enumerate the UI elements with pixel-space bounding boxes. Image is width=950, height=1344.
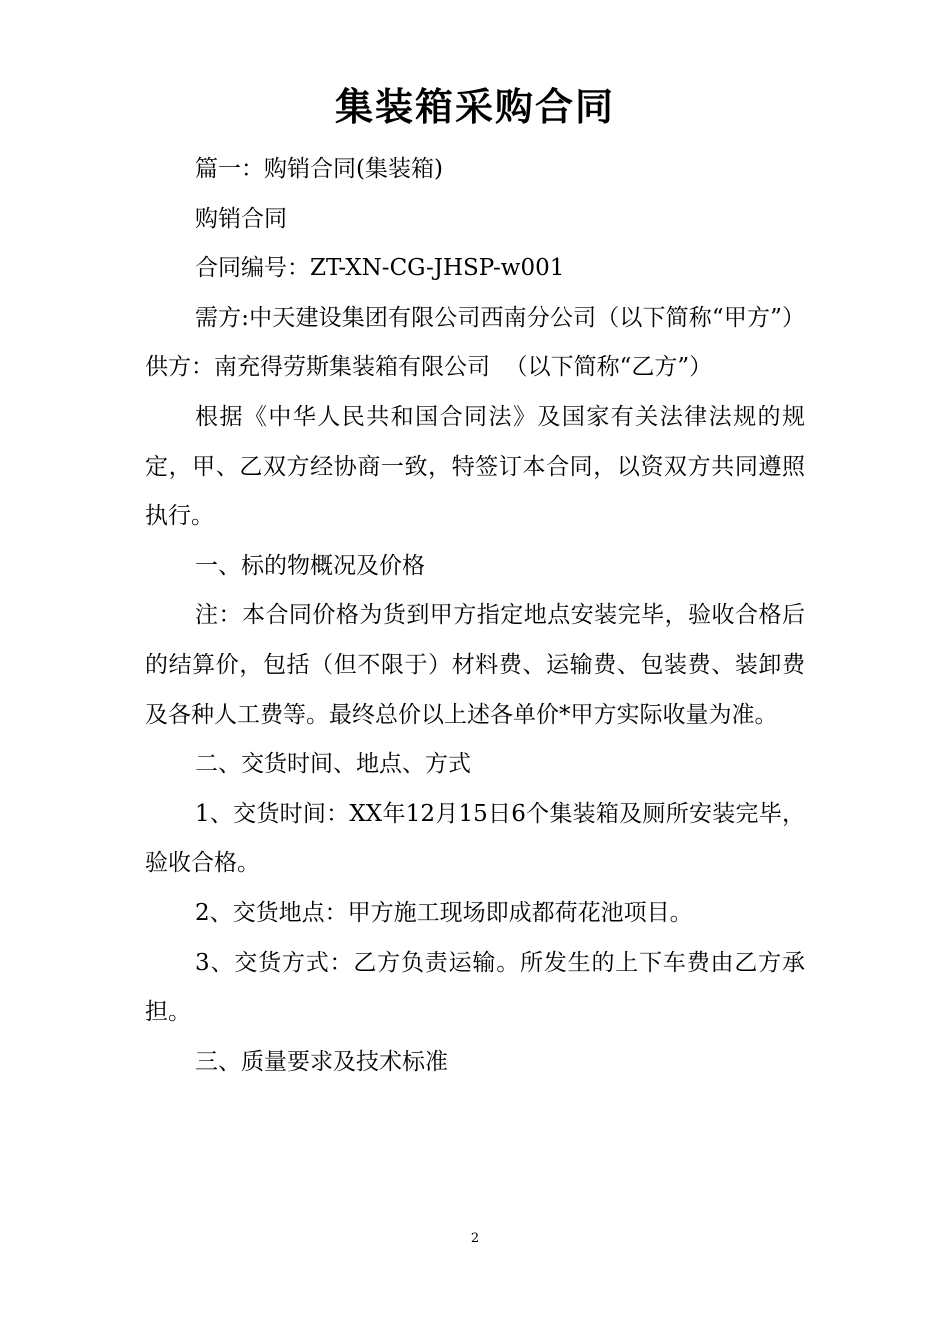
paragraph-preamble: 根据《中华人民共和国合同法》及国家有关法律法规的规定，甲、乙双方经协商一致，特签订本合同，以资双方共同遵照执行。 [145,403,805,530]
paragraph-price-note: 注：本合同价格为货到甲方指定地点安装完毕，验收合格后的结算价，包括（但不限于）材料费、运输费、包装费、装卸费及各种人工费等。最终总价以上述各单价*甲方实际收量为准。 [145,602,805,728]
paragraph-section-heading: 篇一：购销合同(集装箱) [195,156,443,182]
document-title: 集装箱采购合同 [334,85,615,129]
paragraph-delivery-location: 2、交货地点：甲方施工现场即成都荷花池项目。 [195,899,693,926]
paragraph-clause-3-heading: 三、质量要求及技术标准 [195,1048,448,1075]
paragraph-clause-2-heading: 二、交货时间、地点、方式 [195,751,471,778]
paragraph-contract-name: 购销合同 [195,205,287,232]
paragraph-parties: 需方:中天建设集团有限公司西南分公司（以下简称“甲方”） 供方：南充得劳斯集装箱有限公司 （以下简称“乙方”） [145,304,813,381]
paragraph-contract-number: 合同编号：ZT-XN-CG-JHSP-w001 [195,255,565,282]
document-body [145,145,813,1087]
page-number: 2 [470,1231,480,1246]
paragraph-delivery-time: 1、交货时间：XX年12月15日6个集装箱及厕所安装完毕，验收合格。 [145,800,805,877]
paragraph-delivery-method: 3、交货方式：乙方负责运输。所发生的上下车费由乙方承担。 [145,949,805,1026]
paragraph-clause-1-heading: 一、标的物概况及价格 [195,552,425,579]
